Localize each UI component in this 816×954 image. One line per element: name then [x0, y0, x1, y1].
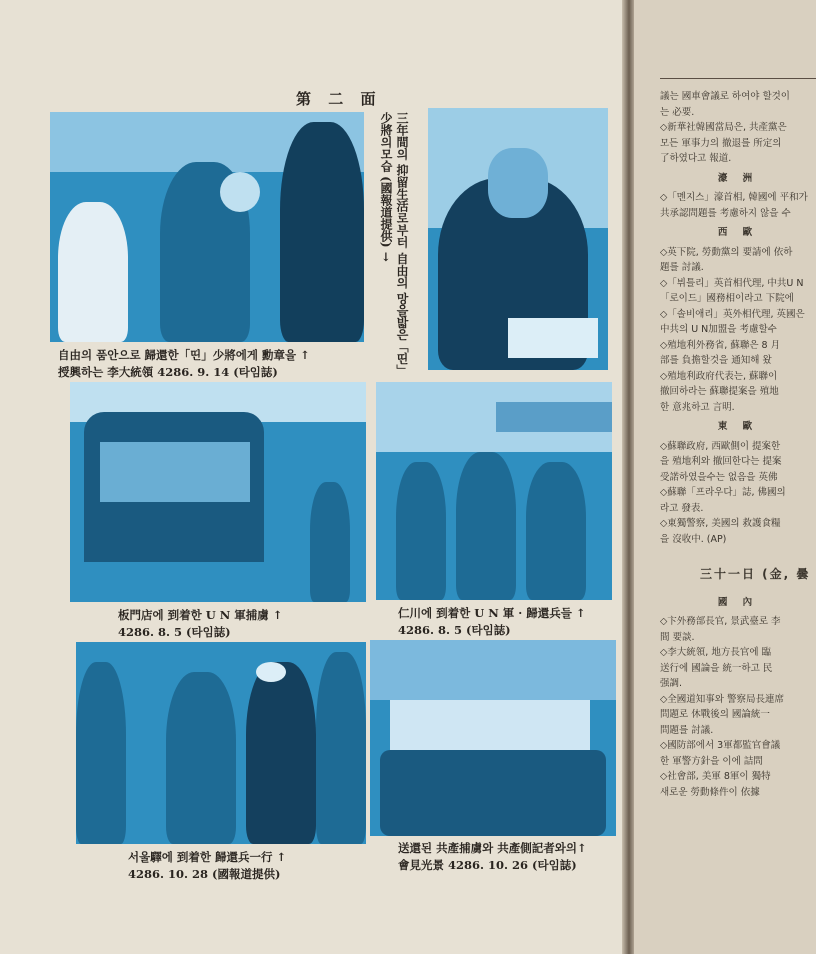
text-line: 共承認問題를 考慮하지 않을 수 — [660, 207, 791, 219]
text-line: ◇全國道知事와 警察局長連席 — [660, 693, 785, 705]
text-line: 撤回하라는 蘇聯提案을 殖地 — [660, 386, 779, 397]
photo-general-portrait — [428, 108, 608, 370]
section-heading: 濠 洲 — [717, 172, 759, 184]
text-line: ◇新華社韓國當局은, 共產黨은 — [660, 122, 787, 133]
text-line: 모든 軍事力의 撤退를 所定의 — [660, 137, 782, 149]
text-line: 部를 負擔할것을 通知해 왔 — [660, 355, 772, 366]
text-line: 한 意兆하고 言明. — [660, 401, 735, 413]
caption-photo-4: 仁川에 到着한 U N 軍 · 歸還兵들 ↑ 4286. 8. 5 (타임誌) — [398, 606, 586, 637]
photo-medal-ceremony — [50, 112, 364, 342]
page-header: 第 二 面 — [296, 90, 382, 108]
text-line: ◇蘇聯政府, 西歐側이 提案한 — [660, 440, 781, 452]
text-line: ◇「솔비애리」英外相代理, 英國은 — [660, 308, 805, 320]
text-line: ◇殖地利政府代表는, 蘇聯이 — [660, 370, 778, 382]
photo-seoul-station — [76, 642, 366, 844]
text-line: 한 軍警方針을 이에 詰問 — [660, 755, 763, 767]
text-line: 送行에 國論을 統一하고 民 — [660, 662, 773, 674]
text-line: ◇李大統領, 地方長官에 臨 — [660, 647, 772, 658]
text-line: 問題로 休戰後의 國論統一 — [660, 709, 770, 720]
text-line: ◇「멘지스」濠首相, 韓國에 平和가 — [660, 192, 808, 203]
section-heading: 東 歐 — [717, 421, 759, 432]
text-line: ◇蘇聯「프라우다」誌, 佛國의 — [660, 487, 786, 498]
text-line: 題를 討議. — [660, 262, 704, 273]
text-line: 了하였다고 報道. — [660, 153, 732, 164]
photo-panmunjom-pows — [70, 382, 366, 602]
caption-photo-3: 板門店에 到着한 U N 軍捕虜 ↑ 4286. 8. 5 (타임誌) — [118, 608, 283, 639]
caption-photo-1: 自由의 품안으로 歸還한「띤」少將에게 勳章을 ↑ 授興하는 李大統領 4286. 9. 14 (타임誌) — [58, 348, 310, 379]
caption-photo-6: 送還된 共產捕虜와 共產側記者와의↑ 會見光景 4286. 10. 26 (타임誌) — [398, 841, 587, 872]
text-line: ◇殖地利外務省, 蘇聯은 8 月 — [660, 339, 781, 351]
text-line: 을 沒收中. (AP) — [660, 533, 727, 545]
top-rule — [660, 78, 816, 79]
right-page-text — [660, 78, 816, 800]
text-line: 强調. — [660, 678, 683, 689]
text-line: 問題를 討議. — [660, 724, 714, 736]
text-line: ◇東獨警察, 美國의 救護食糧 — [660, 518, 781, 529]
text-line: ◇社會部, 美軍 8軍이 獨特 — [660, 771, 771, 782]
text-line: ◇國防部에서 3軍都監官會議 — [660, 740, 781, 751]
text-line: 受諾하였을수는 없음을 英佛 — [660, 471, 778, 483]
text-line: ◇英下院, 勞動黨의 要請에 依하 — [660, 246, 793, 258]
text-line: 「로이드」國務相이라고 下院에 — [660, 293, 794, 304]
text-line: ◇「뷔틀리」英首相代理, 中共U N — [660, 277, 804, 289]
text-line: 間 要談. — [660, 631, 695, 643]
text-line: 中共의 U N加盟을 考慮할수 — [660, 324, 777, 335]
text-line: ◇卞外務部長官, 景武臺로 李 — [660, 616, 781, 627]
text-line: 議는 國車會議로 하여야 할것이 — [660, 91, 790, 102]
text-line: 라고 發表. — [660, 502, 704, 514]
text-line: 는 必要. — [660, 106, 695, 118]
photo-communist-pows-meeting — [370, 640, 616, 836]
section-heading: 西 歐 — [717, 227, 759, 238]
section-heading: 國 內 — [717, 596, 759, 608]
photo-incheon-returnees — [376, 382, 612, 600]
caption-photo-5: 서울驛에 到着한 歸還兵一行 ↑ 4286. 10. 28 (國報道提供) — [128, 850, 287, 881]
text-line: 새로운 勞動條件이 依據 — [660, 786, 760, 798]
text-line: 을 殖地利와 撤回한다는 提案 — [660, 456, 782, 467]
vertical-caption: 三年間의 抑留生活로부터 自由의 망을밟은「띤」少將의모습 (國報道提供) → — [379, 112, 409, 377]
date-heading: 三十一日 (金, 曇 — [700, 567, 811, 581]
